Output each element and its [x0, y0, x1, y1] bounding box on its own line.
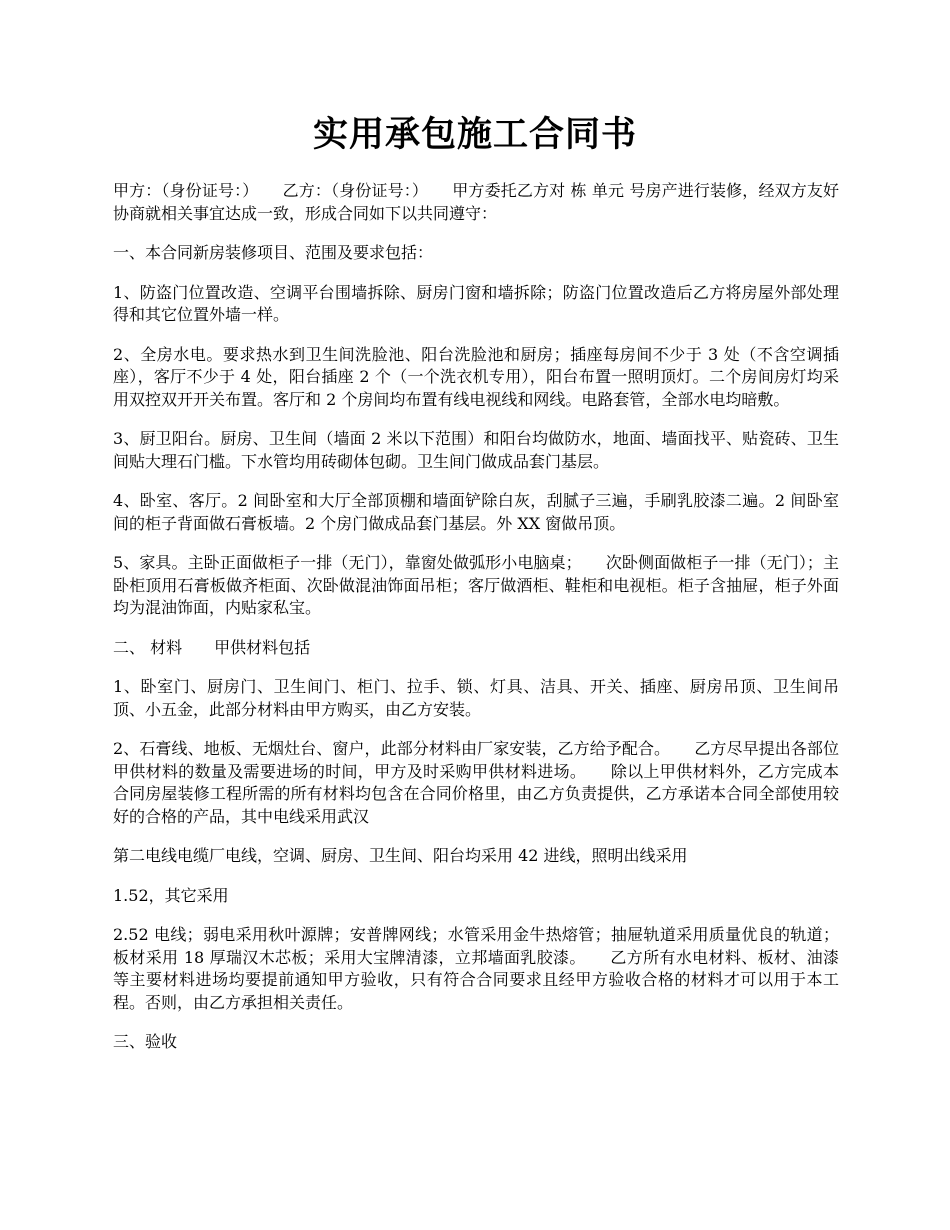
document-body: [113, 180, 839, 1071]
paragraph-wire-1: 第二电线电缆厂电线，空调、厨房、卫生间、阳台均采用 42 进线，照明出线采用: [113, 846, 688, 865]
paragraph-parties: 甲方：（身份证号：） 乙方：（身份证号：） 甲方委托乙方对 栋 单元 号房产进行装修，经双方友好协商就相关事宜达成一致，形成合同如下以共同遵守：: [113, 181, 839, 223]
section-heading-acceptance: 三、验收: [113, 1032, 178, 1051]
paragraph-materials-1: 1、卧室门、厨房门、卫生间门、柜门、拉手、锁、灯具、洁具、开关、插座、厨房吊顶、卫生间吊顶、小五金，此部分材料由甲方购买，由乙方安装。: [113, 677, 839, 719]
paragraph-item-5: 5、家具。主卧正面做柜子一排（无门），靠窗处做弧形小电脑桌； 次卧侧面做柜子一排（无门）；主卧柜顶用石膏板做齐柜面、次卧做混油饰面吊柜；客厅做酒柜、鞋柜和电视柜。柜子含抽屉，柜子外面均为混油饰面，内贴家私宝。: [113, 553, 839, 617]
paragraph-item-2: 2、全房水电。要求热水到卫生间洗脸池、阳台洗脸池和厨房；插座每房间不少于 3 处（不含空调插座），客厅不少于 4 处，阳台插座 2 个（一个洗衣机专用），阳台布置一照明顶灯。二个房间房灯均采用双控双开开关布置。客厅和 2 个房间均布置有线电视线和网线。电路套管，全部水电均暗敷。: [113, 344, 839, 409]
paragraph-wire-2: 1.52，其它采用: [113, 885, 229, 905]
paragraph-item-1: 1、防盗门位置改造、空调平台围墙拆除、厨房门窗和墙拆除；防盗门位置改造后乙方将房屋外部处理得和其它位置外墙一样。: [113, 282, 839, 324]
paragraph-materials-2: 2、石膏线、地板、无烟灶台、窗户，此部分材料由厂家安装，乙方给予配合。 乙方尽早提出各部位甲供材料的数量及需要进场的时间，甲方及时采购甲供材料进场。 除以上甲供材料外，乙方完成本合同房屋装修工程所需的所有材料均包含在合同价格里，由乙方负责提供，乙方承诺本合同全部使用较好的合格的产品，其中电线采用武汉: [113, 739, 839, 826]
paragraph-item-4: 4、卧室、客厅。2 间卧室和大厅全部顶棚和墙面铲除白灰，刮腻子三遍，手刷乳胶漆二遍。2 间卧室间的柜子背面做石膏板墙。2 个房门做成品套门基层。外 XX 窗做吊顶。: [113, 491, 839, 533]
section-heading-materials: 二、 材料 甲供材料包括: [113, 637, 311, 657]
paragraph-wire-3: 2.52 电线；弱电采用秋叶源牌；安普牌网线；水管采用金牛热熔管；抽屉轨道采用质量优良的轨道；板材采用 18 厚瑞汉木芯板；采用大宝牌清漆，立邦墙面乳胶漆。 乙方所有水电材料、板材、油漆等主要材料进场均要提前通知甲方验收，只有符合合同要求且经甲方验收合格的材料才可以用于本工程。否则，由乙方承担相关责任。: [113, 925, 839, 1012]
paragraph-item-3: 3、厨卫阳台。厨房、卫生间（墙面 2 米以下范围）和阳台均做防水，地面、墙面找平、贴瓷砖、卫生间贴大理石门槛。下水管均用砖砌体包砌。卫生间门做成品套门基层。: [113, 429, 839, 471]
section-heading-scope: 一、本合同新房装修项目、范围及要求包括：: [113, 243, 434, 262]
document-title: 实用承包施工合同书: [312, 114, 637, 155]
